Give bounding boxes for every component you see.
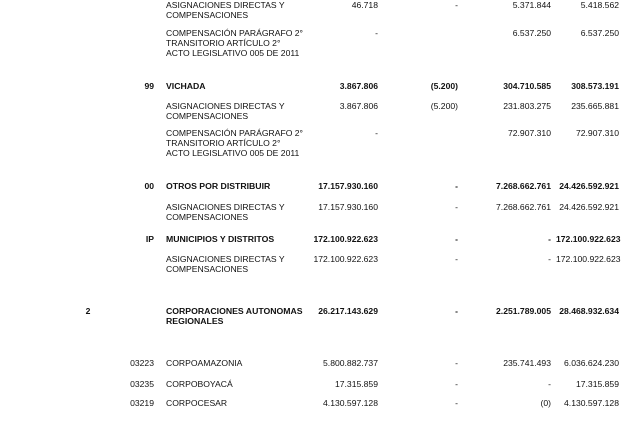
amount-cell-4: 172.100.922.623 [556, 254, 621, 264]
amount-cell-4: 28.468.932.634 [559, 306, 619, 316]
amount-cell-3: 304.710.585 [503, 81, 551, 91]
amount-cell-4: 72.907.310 [575, 128, 619, 138]
description-cell: VICHADA [166, 81, 206, 91]
amount-cell-3: (0) [540, 398, 551, 408]
amount-cell-3: 7.268.662.761 [496, 202, 551, 212]
amount-cell-4: 235.665.881 [571, 101, 619, 111]
amount-cell-2: - [455, 306, 458, 316]
amount-cell-2: - [455, 181, 458, 191]
description-cell: CORPOBOYACÁ [166, 379, 233, 389]
amount-cell-1: 26.217.143.629 [318, 306, 378, 316]
amount-cell-4: 4.130.597.128 [564, 398, 619, 408]
amount-cell-3: 5.371.844 [512, 0, 551, 10]
amount-cell-2: - [455, 379, 458, 389]
code-cell: 03223 [130, 358, 154, 368]
amount-cell-1: 172.100.922.623 [313, 254, 378, 264]
amount-cell-1: 3.867.806 [339, 101, 378, 111]
amount-cell-4: 24.426.592.921 [559, 202, 619, 212]
description-cell: COMPENSACIÓN PARÁGRAFO 2° TRANSITORIO ARTÍCULO 2° ACTO LEGISLATIVO 005 DE 2011 [166, 128, 303, 159]
amount-cell-2: - [455, 398, 458, 408]
amount-cell-3: 235.741.493 [503, 358, 551, 368]
amount-cell-1: - [375, 28, 378, 38]
code-cell: 03235 [130, 379, 154, 389]
amount-cell-1: - [375, 128, 378, 138]
description-cell: ASIGNACIONES DIRECTAS Y COMPENSACIONES [166, 202, 285, 223]
description-cell: ASIGNACIONES DIRECTAS Y COMPENSACIONES [166, 101, 285, 122]
level-cell: 2 [85, 306, 91, 316]
description-cell: ASIGNACIONES DIRECTAS Y COMPENSACIONES [166, 0, 285, 21]
amount-cell-3: - [548, 234, 551, 244]
amount-cell-4: 308.573.191 [571, 81, 619, 91]
amount-cell-2: - [455, 254, 458, 264]
amount-cell-4: 6.036.624.230 [564, 358, 619, 368]
code-cell: 00 [144, 181, 154, 191]
amount-cell-1: 3.867.806 [339, 81, 378, 91]
amount-cell-4: 172.100.922.623 [556, 234, 621, 244]
amount-cell-1: 17.315.859 [334, 379, 378, 389]
amount-cell-4: 17.315.859 [575, 379, 619, 389]
amount-cell-3: - [548, 254, 551, 264]
amount-cell-3: 72.907.310 [507, 128, 551, 138]
amount-cell-4: 6.537.250 [580, 28, 619, 38]
amount-cell-2: - [455, 358, 458, 368]
amount-cell-2: (5.200) [430, 101, 458, 111]
amount-cell-2: - [455, 202, 458, 212]
amount-cell-4: 5.418.562 [580, 0, 619, 10]
amount-cell-1: 17.157.930.160 [318, 181, 378, 191]
description-cell: CORPOCESAR [166, 398, 228, 408]
description-cell: MUNICIPIOS Y DISTRITOS [166, 234, 275, 244]
description-cell: COMPENSACIÓN PARÁGRAFO 2° TRANSITORIO ARTÍCULO 2° ACTO LEGISLATIVO 005 DE 2011 [166, 28, 303, 59]
description-cell: OTROS POR DISTRIBUIR [166, 181, 271, 191]
amount-cell-3: 6.537.250 [512, 28, 551, 38]
amount-cell-3: 7.268.662.761 [496, 181, 551, 191]
code-cell: 03219 [130, 398, 154, 408]
amount-cell-3: 2.251.789.005 [496, 306, 551, 316]
amount-cell-1: 46.718 [351, 0, 378, 10]
amount-cell-1: 4.130.597.128 [323, 398, 378, 408]
amount-cell-1: 17.157.930.160 [318, 202, 378, 212]
code-cell: IP [145, 234, 154, 244]
amount-cell-1: 172.100.922.623 [313, 234, 378, 244]
amount-cell-3: - [548, 379, 551, 389]
amount-cell-2: - [455, 234, 458, 244]
description-cell: CORPOAMAZONIA [166, 358, 243, 368]
amount-cell-1: 5.800.882.737 [323, 358, 378, 368]
amount-cell-4: 24.426.592.921 [559, 181, 619, 191]
amount-cell-3: 231.803.275 [503, 101, 551, 111]
amount-cell-2: - [455, 0, 458, 10]
amount-cell-2: (5.200) [430, 81, 458, 91]
description-cell: CORPORACIONES AUTONOMAS REGIONALES [166, 306, 303, 327]
code-cell: 99 [144, 81, 154, 91]
description-cell: ASIGNACIONES DIRECTAS Y COMPENSACIONES [166, 254, 285, 275]
